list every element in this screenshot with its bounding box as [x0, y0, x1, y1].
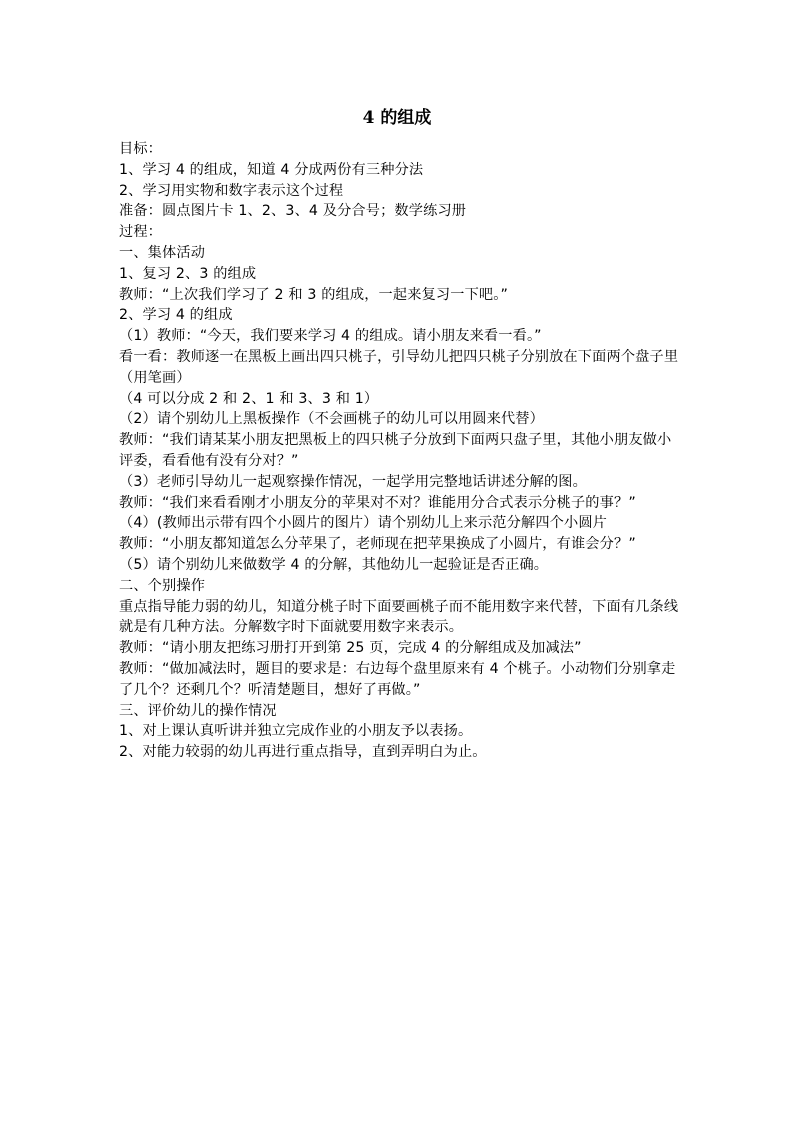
goal-item-1: 1、学习 4 的组成，知道 4 分成两份有三种分法 [119, 161, 424, 178]
substep-4: （4）(教师出示带有四个小圆片的图片）请个别幼儿上来示范分解四个小圆片 [119, 515, 608, 532]
evaluation-item-1: 1、对上课认真听讲并独立完成作业的小朋友予以表扬。 [119, 723, 473, 740]
goal-item-2: 2、学习用实物和数字表示这个过程 [119, 182, 344, 199]
teacher-line-workbook: 教师：“请小朋友把练习册打开到第 25 页，完成 4 的分解组成及加减法” [119, 640, 582, 657]
preparation-line: 准备：圆点图片卡 1、2、3、4 及分合号；数学练习册 [119, 203, 467, 220]
step-review-heading: 1、复习 2、3 的组成 [119, 265, 257, 282]
teacher-line-check: 教师：“我们来看看刚才小朋友分的苹果对不对？谁能用分合式表示分桃子的事？” [119, 494, 636, 511]
teacher-line-circles: 教师：“小朋友都知道怎么分苹果了，老师现在把苹果换成了小圆片，有谁会分？” [119, 536, 636, 553]
step-learn-heading: 2、学习 4 的组成 [119, 307, 233, 324]
teacher-line-split: 教师：“我们请某某小朋友把黑板上的四只桃子分放到下面两只盘子里，其他小朋友做小评委，看看他有没有分对？” [119, 432, 672, 469]
teacher-line-addition: 教师：“做加减法时，题目的要求是：右边每个盘里原来有 4 个桃子。小动物们分别拿走了几个？还剩几个？听清楚题目，想好了再做。” [119, 660, 676, 698]
look-paragraph: 看一看：教师逐一在黑板上画出四只桃子，引导幼儿把四只桃子分别放在下面两个盘子里（用笔画） [119, 348, 679, 386]
document-body [119, 139, 679, 763]
part-two-heading: 二、个别操作 [119, 577, 206, 594]
section-process-heading: 过程： [119, 224, 163, 241]
teacher-line-review: 教师：“上次我们学习了 2 和 3 的组成，一起来复习一下吧。” [119, 286, 508, 303]
substep-2: （2）请个别幼儿上黑板操作（不会画桃子的幼儿可以用圆来代替） [119, 411, 544, 428]
substep-3: （3）老师引导幼儿一起观察操作情况，一起学用完整地话讲述分解的图。 [119, 473, 587, 490]
section-goal-heading: 目标： [119, 141, 163, 157]
document-title: 4 的组成 [362, 108, 432, 128]
substep-5: （5）请个别幼儿来做数学 4 的分解，其他幼儿一起验证是否正确。 [119, 556, 549, 573]
substep-1: （1）教师：“今天，我们要来学习 4 的组成。请小朋友来看一看。” [119, 328, 542, 345]
part-three-heading: 三、评价幼儿的操作情况 [119, 702, 277, 719]
guidance-paragraph: 重点指导能力弱的幼儿，知道分桃子时下面要画桃子而不能用数字来代替，下面有几条线就是有几种方法。分解数字时下面就要用数字来表示。 [119, 598, 679, 636]
part-one-heading: 一、集体活动 [119, 244, 206, 261]
evaluation-item-2: 2、对能力较弱的幼儿再进行重点指导，直到弄明白为止。 [119, 744, 487, 761]
split-note: （4 可以分成 2 和 2、1 和 3、3 和 1） [119, 390, 379, 407]
